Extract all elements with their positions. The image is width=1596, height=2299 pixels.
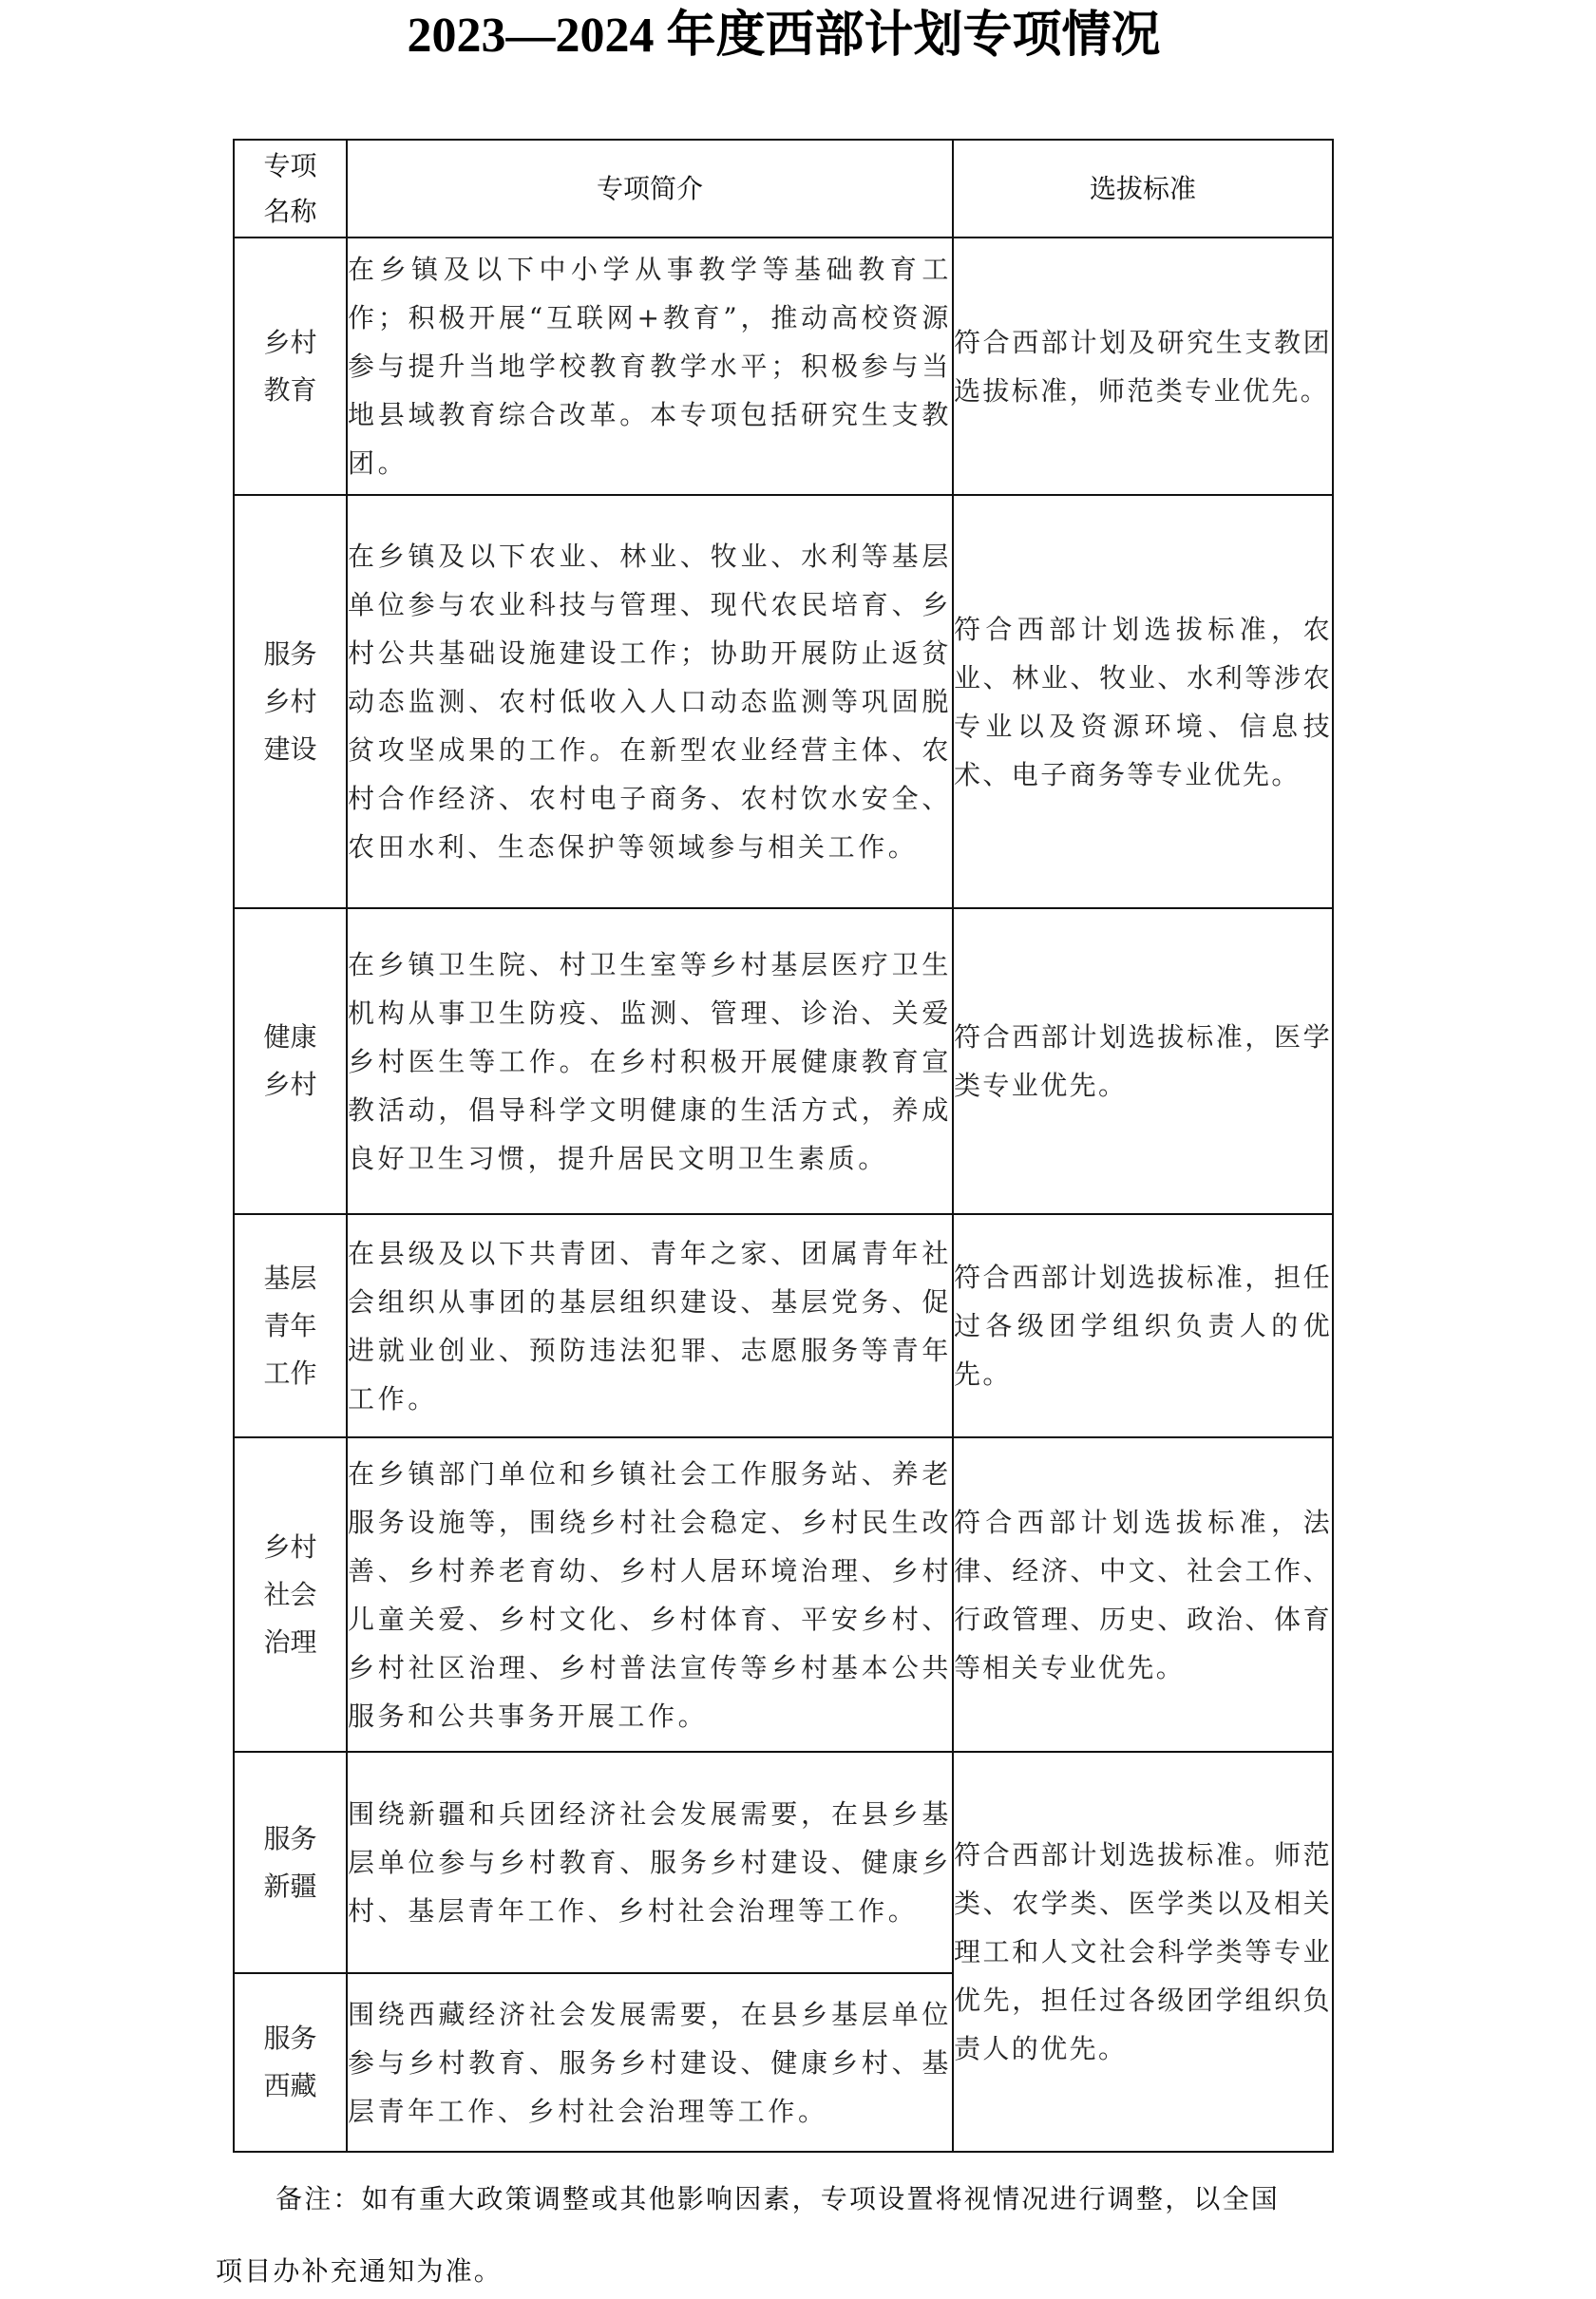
project-description-cell: 在乡镇及以下中小学从事教学等基础教育工作；积极开展“互联网+教育”，推动高校资源参与提升当地学校教育教学水平；积极参与当地县域教育综合改革。本专项包括研究生支教团。: [347, 238, 953, 495]
project-description-cell: 在乡镇卫生院、村卫生室等乡村基层医疗卫生机构从事卫生防疫、监测、管理、诊治、关爱乡村医生等工作。在乡村积极开展健康教育宣教活动，倡导科学文明健康的生活方式，养成良好卫生习惯，提升居民文明卫生素质。: [347, 908, 953, 1214]
project-name-cell: [234, 238, 347, 495]
project-name-cell: [234, 1973, 347, 2152]
table-row: [234, 238, 1333, 495]
project-name-line: 新疆: [263, 1870, 317, 1902]
selection-criteria-cell: 符合西部计划选拔标准，法律、经济、中文、社会工作、行政管理、历史、政治、体育等相关专业优先。: [953, 1437, 1333, 1752]
project-name-line: 西藏: [263, 2070, 317, 2101]
project-name-line: 乡村: [263, 685, 317, 717]
project-name-line: 治理: [263, 1625, 317, 1658]
project-description-cell: 围绕新疆和兵团经济社会发展需要，在县乡基层单位参与乡村教育、服务乡村建设、健康乡村、基层青年工作、乡村社会治理等工作。: [347, 1752, 953, 1973]
header-project-name-line: 专项: [263, 149, 317, 181]
project-description-cell: 在乡镇部门单位和乡镇社会工作服务站、养老服务设施等，围绕乡村社会稳定、乡村民生改善、乡村养老育幼、乡村人居环境治理、乡村儿童关爱、乡村文化、乡村体育、平安乡村、乡村社区治理、乡村普法宣传等乡村基本公共服务和公共事务开展工作。: [347, 1437, 953, 1752]
project-name-line: 社会: [263, 1578, 317, 1610]
table-row: [234, 1214, 1333, 1437]
footnote-line-1: 备注：如有重大政策调整或其他影响因素，专项设置将视情况进行调整，以全国: [276, 2183, 1281, 2214]
project-name-line: 青年: [263, 1309, 317, 1341]
table-row: [234, 908, 1333, 1214]
project-name-line: 服务: [263, 637, 317, 670]
selection-criteria-cell: 符合西部计划及研究生支教团选拔标准，师范类专业优先。: [953, 238, 1333, 495]
project-name-line: 基层: [263, 1262, 317, 1294]
header-project-name-line: 名称: [263, 195, 317, 227]
project-name-cell: [234, 1752, 347, 1973]
project-name-cell: [234, 495, 347, 908]
project-name-cell: [234, 1214, 347, 1437]
project-name-line: 教育: [263, 373, 317, 406]
project-name-line: 建设: [263, 732, 317, 765]
header-project-name: [234, 140, 347, 238]
project-name-line: 服务: [263, 2023, 317, 2054]
table-row: [234, 1437, 1333, 1752]
footnote-line-2: 项目办补充通知为准。: [216, 2255, 504, 2287]
table-row: [234, 495, 1333, 908]
selection-criteria-cell-merged: 符合西部计划选拔标准。师范类、农学类、医学类以及相关理工和人文社会科学类等专业优先，担任过各级团学组织负责人的优先。: [953, 1752, 1333, 2152]
project-name-cell: [234, 908, 347, 1214]
project-name-line: 乡村: [263, 326, 317, 358]
project-name-line: 乡村: [263, 1530, 317, 1563]
project-name-line: 健康: [263, 1021, 317, 1053]
table-row: [234, 1752, 1333, 1973]
header-project-description: 专项简介: [347, 140, 953, 238]
project-name-line: 服务: [263, 1822, 317, 1854]
selection-criteria-cell: 符合西部计划选拔标准，农业、林业、牧业、水利等涉农专业以及资源环境、信息技术、电子商务等专业优先。: [953, 495, 1333, 908]
project-description-cell: 在县级及以下共青团、青年之家、团属青年社会组织从事团的基层组织建设、基层党务、促进就业创业、预防违法犯罪、志愿服务等青年工作。: [347, 1214, 953, 1437]
project-name-line: 乡村: [263, 1069, 317, 1100]
document-title: 2023—2024 年度西部计划专项情况: [407, 9, 1161, 63]
project-name-line: 工作: [263, 1357, 317, 1389]
special-projects-table: [233, 139, 1334, 2153]
selection-criteria-cell: 符合西部计划选拔标准，医学类专业优先。: [953, 908, 1333, 1214]
project-name-cell: [234, 1437, 347, 1752]
project-description-cell: 围绕西藏经济社会发展需要，在县乡基层单位参与乡村教育、服务乡村建设、健康乡村、基层青年工作、乡村社会治理等工作。: [347, 1973, 953, 2152]
header-selection-criteria: 选拔标准: [953, 140, 1333, 238]
table-header-row: [234, 140, 1333, 238]
project-description-cell: 在乡镇及以下农业、林业、牧业、水利等基层单位参与农业科技与管理、现代农民培育、乡村公共基础设施建设工作；协助开展防止返贫动态监测、农村低收入人口动态监测等巩固脱贫攻坚成果的工作。在新型农业经营主体、农村合作经济、农村电子商务、农村饮水安全、农田水利、生态保护等领域参与相关工作。: [347, 495, 953, 908]
selection-criteria-cell: 符合西部计划选拔标准，担任过各级团学组织负责人的优先。: [953, 1214, 1333, 1437]
